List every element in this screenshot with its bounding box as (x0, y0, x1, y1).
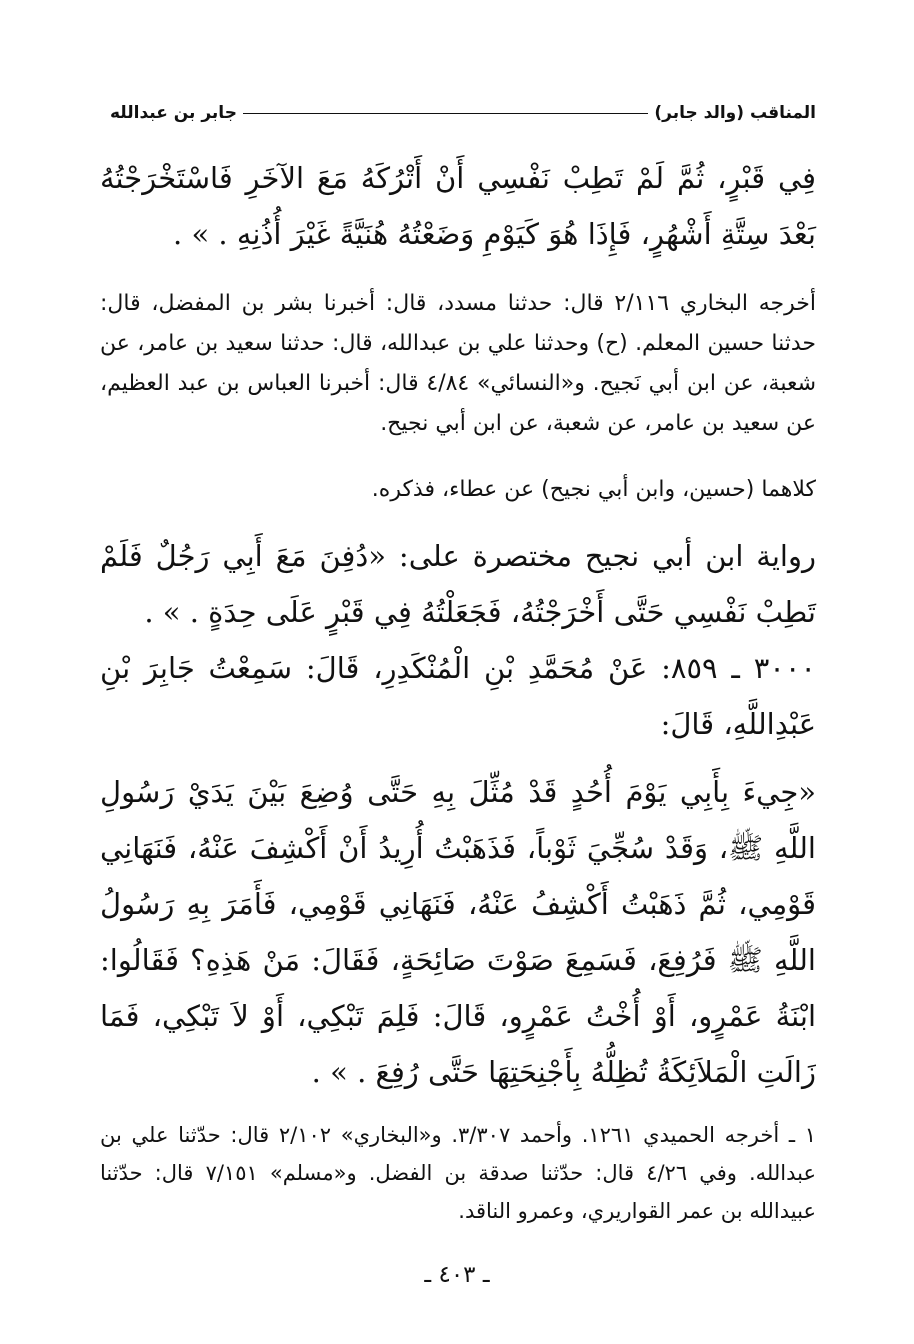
header-section-title: المناقب (والد جابر) (654, 103, 816, 123)
hadith-number-line: ٣٠٠٠ ـ ٨٥٩: عَنْ مُحَمَّدِ بْنِ الْمُنْكَدِرِ، قَالَ: سَمِعْتُ جَابِرَ بْنِ عَبْدِاللَّهِ، قَالَ: (100, 651, 816, 741)
running-header (110, 96, 816, 130)
takhrij-summary: كلاهما (حسين، وابن أبي نجيح) عن عطاء، فذكره. (371, 477, 816, 502)
footnote: ١ ـ أخرجه الحميدي ١٢٦١. وأحمد ٣/٣٠٧. و«البخاري» ٢/١٠٢ قال: حدّثنا علي بن عبدالله. وفي ٤/٢٦ قال: حدّثنا صدقة بن الفضل. و«مسلم» ٧/١٥١ قال: حدّثنا عبيدالله بن عمر القواريري، وعمرو الناقد. (100, 1123, 816, 1223)
hadith-continuation: فِي قَبْرٍ، ثُمَّ لَمْ تَطِبْ نَفْسِي أَنْ أَتْرُكَهُ مَعَ الآخَرِ فَاسْتَخْرَجْتُهُ بَعْدَ سِتَّةِ أَشْهُرٍ، فَإِذَا هُوَ كَيَوْمِ وَضَعْتُهُ هُنَيَّةً غَيْرَ أُذُنِهِ . » . (100, 161, 816, 251)
takhrij-paragraph: أخرجه البخاري ٢/١١٦ قال: حدثنا مسدد، قال: أخبرنا بشر بن المفضل، قال: حدثنا حسين المعلم. (ح) وحدثنا علي بن عبدالله، قال: حدثنا سعيد بن عامر، عن شعبة، عن ابن أبي نَجيح. و«النسائي» ٤/٨٤ قال: أخبرنا العباس بن عبد العظيم، عن سعيد بن عامر، عن شعبة، عن ابن أبي نجيح. (100, 291, 816, 436)
header-rule (243, 113, 648, 114)
header-chapter-title: جابر بن عبدالله (110, 103, 237, 123)
hadith-body: «جِيءَ بِأَبِي يَوْمَ أُحُدٍ قَدْ مُثِّلَ بِهِ حَتَّى وُضِعَ بَيْنَ يَدَيْ رَسُولِ اللَّهِ ﷺ، وَقَدْ سُجِّيَ ثَوْباً، فَذَهَبْتُ أُرِيدُ أَنْ أَكْشِفَ عَنْهُ، فَنَهَانِي قَوْمِي، ثُمَّ ذَهَبْتُ أَكْشِفُ عَنْهُ، فَنَهَانِي قَوْمِي، فَأَمَرَ بِهِ رَسُولُ اللَّهِ ﷺ فَرُفِعَ، فَسَمِعَ صَوْتَ صَائِحَةٍ، فَقَالَ: مَنْ هَذِهِ؟ فَقَالُوا: ابْنَةُ عَمْرٍو، أَوْ أُخْتُ عَمْرٍو، قَالَ: فَلِمَ تَبْكِي، أَوْ لاَ تَبْكِي، فَمَا زَالَتِ الْمَلاَئِكَةُ تُظِلُّهُ بِأَجْنِحَتِهَا حَتَّى رُفِعَ . » . (100, 775, 816, 1089)
page-number: ـ ٤٠٣ ـ (424, 1262, 490, 1288)
riwaya-paragraph: رواية ابن أبي نجيح مختصرة على: «دُفِنَ مَعَ أَبِي رَجُلٌ فَلَمْ تَطِبْ نَفْسِي حَتَّى أَخْرَجْتُهُ، فَجَعَلْتُهُ فِي قَبْرٍ عَلَى حِدَةٍ . » . (100, 539, 816, 629)
